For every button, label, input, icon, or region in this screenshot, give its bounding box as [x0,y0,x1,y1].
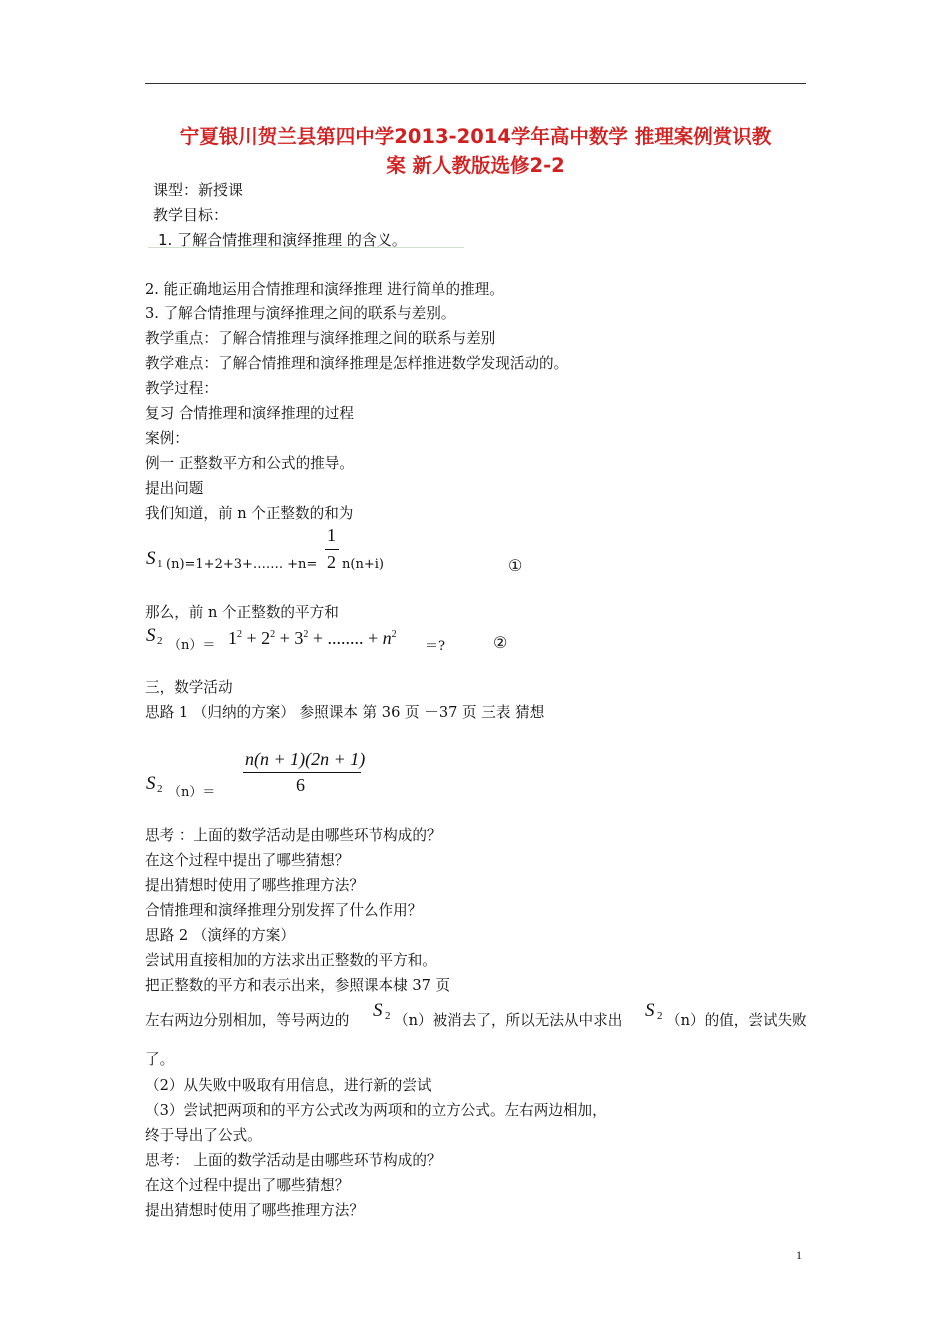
final-derivation: 终于导出了公式。 [145,1127,262,1144]
question-2: 提出猜想时使用了哪些推理方法？ [145,877,364,894]
exp-2: 2 [270,629,276,640]
lr-text-a: 左右两边分别相加，等号两边的 [145,1012,350,1029]
objective-3: 3. 了解合情推理与演绎推理之间的联系与差别。 [145,305,456,322]
activity-heading: 三，数学活动 [145,679,233,696]
difficulty: 教学难点：了解合情推理和演绎推理是怎样推进数学发现活动的。 [145,355,569,372]
objective-underline [148,247,464,248]
idea-2: 思路 2 （演绎的方案） [145,927,295,944]
s3-fraction-bar [243,772,361,773]
s2-equals-question: ＝? [425,639,445,654]
key-point: 教学重点：了解合情推理与演绎推理之间的联系与差别 [145,330,496,347]
question-1: 在这个过程中提出了哪些猜想？ [145,852,350,869]
term-1: 1 [228,628,237,648]
marker-1: ① [508,556,523,575]
term-n: n [382,628,392,648]
try-represent: 把正整数的平方和表示出来，参照课本棣 37 页 [145,977,451,994]
question-5: 提出猜想时使用了哪些推理方法？ [145,1202,364,1219]
raise-question: 提出问题 [145,480,204,497]
exp-1: 2 [237,629,242,640]
inline-s-symbol-1: S [373,1000,383,1021]
try-direct-add: 尝试用直接相加的方法求出正整数的平方和。 [145,952,437,969]
known-sum: 我们知道，前 n 个正整数的和为 [145,505,354,522]
dots: ........ [327,628,364,648]
think-1: 思考 ：上面的数学活动是由哪些环节构成的？ [145,827,442,844]
s2-sum-expression: $1^2 + 2^2 + 3^2$ + ........ + $n^2$ [228,628,397,648]
term-2: 2 [261,628,271,648]
s3-n-eq: （n）＝ [168,785,216,800]
document-title-line1: 宁夏银川贺兰县第四中学2013-2014学年高中数学 推理案例赏识教 [179,125,772,148]
cases-label: 案例： [145,430,189,447]
s2-n-eq: （n）＝ [168,638,216,653]
inline-s-symbol-2: S [645,1000,655,1021]
term-3: 3 [294,628,304,648]
fraction-numerator: 1 [327,525,336,545]
fraction-denominator: 2 [327,552,336,572]
s2-symbol: S [146,625,156,646]
lr-text-c: （n）的值，尝试失败 [666,1012,807,1029]
page-number: 1 [796,1248,802,1262]
objective-2: 2. 能正确地运用合情推理和演绎推理 进行简单的推理。 [145,281,504,298]
s1-tail: n(n+i) [342,557,384,572]
objectives-label: 教学目标： [153,206,229,224]
idea-1: 思路 1 （归纳的方案） 参照课本 第 36 页 －37 页 三表 猜想 [145,704,545,721]
step-2: （2）从失败中吸取有用信息，进行新的尝试 [145,1077,432,1094]
s1-symbol: S [146,548,156,569]
question-4: 在这个过程中提出了哪些猜想？ [145,1177,350,1194]
s1-subscript: 1 [157,558,163,570]
step-3: （3）尝试把两项和的平方公式改为两项和的立方公式。左右两边相加， [145,1102,607,1119]
s3-subscript: 2 [157,783,163,795]
process-label: 教学过程： [145,380,218,397]
s3-denominator: 6 [296,775,305,795]
s2-subscript: 2 [157,635,163,647]
exp-3: 2 [303,629,309,640]
example-1: 例一 正整数平方和公式的推导。 [145,455,354,472]
question-3: 合情推理和演绎推理分别发挥了什么作用？ [145,902,423,919]
exp-n: 2 [391,629,397,640]
lr-text-end: 了。 [145,1051,175,1068]
then-square-sum: 那么，前 n 个正整数的平方和 [145,604,339,621]
inline-s-subscript-1: 2 [385,1010,391,1022]
lesson-type: 课型：新授课 [153,181,244,199]
lr-text-b: （n）被消去了，所以无法从中求出 [394,1012,623,1029]
review: 复习 合情推理和演绎推理的过程 [145,405,354,422]
objective-1: 1. 了解合情推理和演绎推理 的含义。 [158,231,407,249]
inline-s-subscript-2: 2 [657,1010,663,1022]
s1-expression: (n)=1+2+3+……. +n= [166,557,318,572]
think-2: 思考： 上面的数学活动是由哪些环节构成的？ [145,1152,442,1169]
top-rule [145,83,806,84]
s3-symbol: S [146,773,156,794]
document-title-line2: 案 新人教版选修2-2 [386,154,565,177]
marker-2: ② [493,633,508,652]
fraction-bar [325,549,339,550]
s3-numerator: n(n + 1)(2n + 1) [245,749,366,769]
